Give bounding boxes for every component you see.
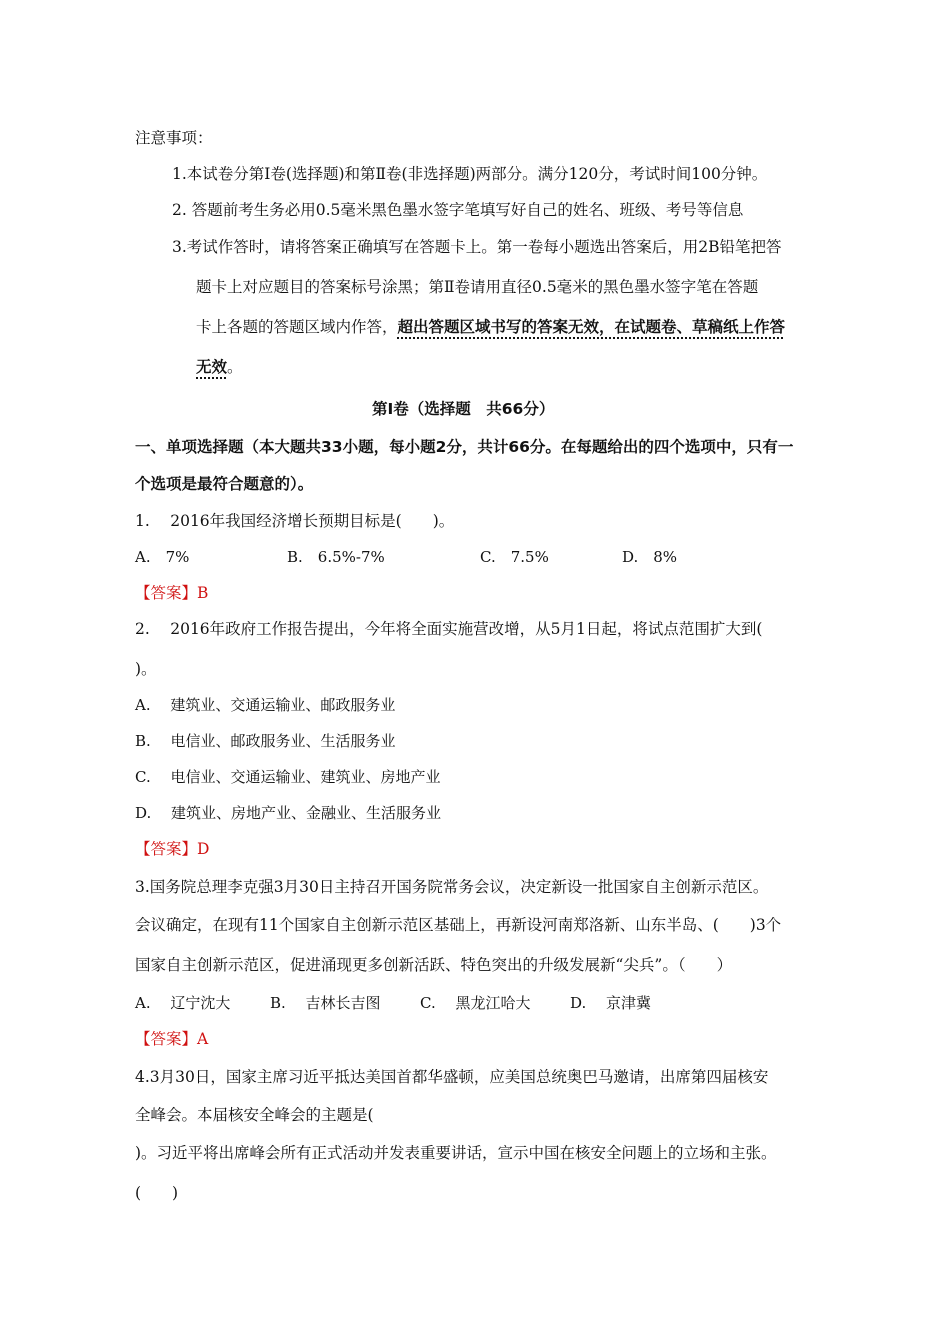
question-3-stem-line-3: 国家自主创新示范区，促进涌现更多创新活跃、特色突出的升级发展新“尖兵”。（ ） <box>135 956 733 974</box>
answer-label: 【答案】 <box>135 840 198 858</box>
notice-item-3-line-3 <box>196 316 785 338</box>
question-3-stem-line-1: 3.国务院总理李克强3月30日主持召开国务院常务会议，决定新设一批国家自主创新示范区。 <box>135 878 769 896</box>
question-1-option-b: B. 6.5%-7% <box>287 548 385 566</box>
question-4-stem-line-3: )。习近平将出席峰会所有正式活动并发表重要讲话，宣示中国在核安全问题上的立场和主张。 <box>135 1144 777 1162</box>
question-2-stem-line-2: )。 <box>135 660 157 678</box>
question-3-stem-line-2: 会议确定，在现有11个国家自主创新示范区基础上，再新设河南郑洛新、山东半岛、( )3个 <box>135 916 782 934</box>
notice-item-3-plain: 卡上各题的答题区域内作答， <box>196 318 398 336</box>
question-2-answer <box>135 838 209 860</box>
notice-item-3-emphasis-end: 无效 <box>196 358 228 376</box>
question-1-stem: 1. 2016年我国经济增长预期目标是( )。 <box>135 512 455 530</box>
answer-value: B <box>197 584 209 602</box>
notice-item-2: 2. 答题前考生务必用0.5毫米黑色墨水签字笔填写好自己的姓名、班级、考号等信息 <box>172 201 744 219</box>
question-4-stem-line-2: 全峰会。本届核安全峰会的主题是( <box>135 1106 374 1124</box>
section-1-heading-line-2: 个选项是最符合题意的）。 <box>135 475 314 493</box>
question-1-option-d: D. 8% <box>622 548 678 566</box>
question-1-answer <box>135 582 208 604</box>
notice-item-3-line-2: 题卡上对应题目的答案标号涂黑；第Ⅱ卷请用直径0.5毫米的黑色墨水签字笔在答题 <box>196 278 759 296</box>
notice-item-3-period: 。 <box>227 358 243 376</box>
question-3-answer <box>135 1028 208 1050</box>
question-1-option-a: A. 7% <box>135 548 190 566</box>
section-1-heading-line-1: 一、单项选择题（本大题共33小题，每小题2分，共计66分。在每题给出的四个选项中，只有一 <box>135 438 794 456</box>
notice-item-3-line-1: 3.考试作答时，请将答案正确填写在答题卡上。第一卷每小题选出答案后，用2B铅笔把答 <box>172 238 782 256</box>
notice-item-1: 1.本试卷分第Ⅰ卷(选择题)和第Ⅱ卷(非选择题)两部分。满分120分，考试时间100分钟。 <box>172 165 768 183</box>
question-4-stem-line-1: 4.3月30日，国家主席习近平抵达美国首都华盛顿，应美国总统奥巴马邀请，出席第四届核安 <box>135 1068 769 1086</box>
question-4-stem-line-4: ( ) <box>135 1184 179 1202</box>
answer-label: 【答案】 <box>135 584 198 602</box>
question-2-option-b: B. 电信业、邮政服务业、生活服务业 <box>135 732 396 750</box>
question-3-option-a: A. 辽宁沈大 <box>135 994 231 1012</box>
answer-label: 【答案】 <box>135 1030 198 1048</box>
answer-value: A <box>197 1030 209 1048</box>
question-3-option-c: C. 黑龙江哈大 <box>420 994 531 1012</box>
notice-item-3-line-4 <box>196 356 243 378</box>
question-2-option-a: A. 建筑业、交通运输业、邮政服务业 <box>135 696 396 714</box>
question-3-option-d: D. 京津冀 <box>570 994 652 1012</box>
question-1-option-c: C. 7.5% <box>480 548 549 566</box>
question-2-option-c: C. 电信业、交通运输业、建筑业、房地产业 <box>135 768 441 786</box>
question-2-stem-line-1: 2. 2016年政府工作报告提出，今年将全面实施营改增，从5月1日起，将试点范围扩大到( <box>135 620 763 638</box>
question-2-option-d: D. 建筑业、房地产业、金融业、生活服务业 <box>135 804 442 822</box>
answer-value: D <box>197 840 210 858</box>
question-3-option-b: B. 吉林长吉图 <box>270 994 381 1012</box>
part-1-title: 第Ⅰ卷（选择题 共66分） <box>372 400 555 418</box>
notice-heading: 注意事项： <box>135 129 213 147</box>
notice-item-3-emphasis: 超出答题区域书写的答案无效，在试题卷、草稿纸上作答 <box>397 318 786 336</box>
